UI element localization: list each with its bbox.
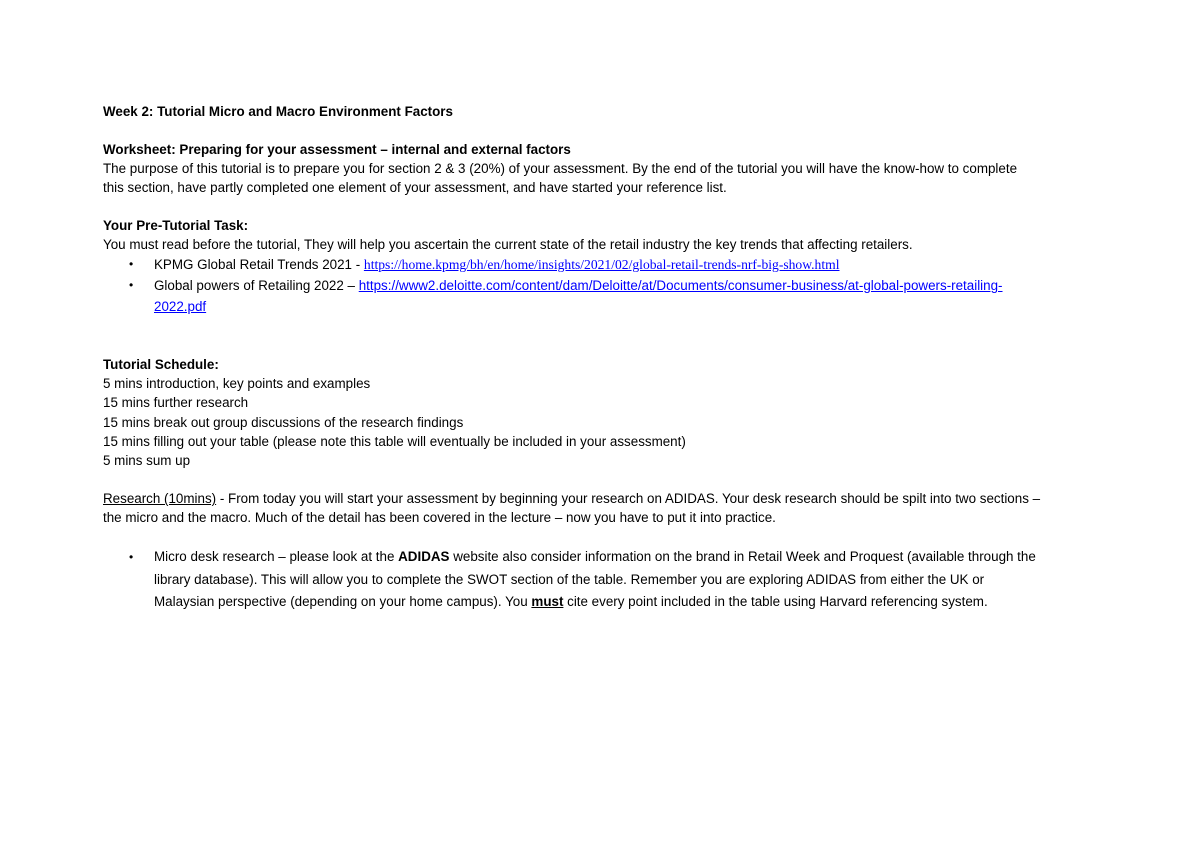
worksheet-heading: Worksheet: Preparing for your assessment – internal and external factors	[103, 142, 571, 157]
purpose-line-1: The purpose of this tutorial is to prepare you for section 2 & 3 (20%) of your assessment. By the end of the tutorial you will have the know-how to complete	[103, 161, 1018, 176]
readings-list	[103, 254, 1103, 317]
micro-text: website also consider information on the brand in Retail Week and Proquest (available through the	[449, 549, 1036, 565]
schedule-item: 15 mins filling out your table (please note this table will eventually be included in your assessment)	[103, 433, 686, 449]
page-title: Week 2: Tutorial Micro and Macro Environment Factors	[103, 104, 453, 119]
tutorial-schedule	[103, 355, 1103, 470]
research-label: Research (10mins)	[103, 491, 217, 507]
deloitte-link[interactable]: https://www2.deloitte.com/content/dam/Deloitte/at/Documents/consumer-business/at-global-powers-retailing-	[358, 278, 1003, 293]
micro-text-line-2: library database). This will allow you to complete the SWOT section of the table. Remember you are exploring ADIDAS from either the UK or	[154, 571, 985, 587]
schedule-item: 15 mins further research	[103, 395, 249, 411]
purpose-line-2: this section, have partly completed one element of your assessment, and have started your reference list.	[103, 180, 727, 195]
bullet-icon: •	[129, 257, 134, 271]
must-emphasis: must	[531, 594, 564, 610]
reading-label: KPMG Global Retail Trends 2021 -	[154, 257, 364, 272]
schedule-item: 15 mins break out group discussions of the research findings	[103, 414, 464, 430]
bullet-icon: •	[129, 278, 134, 292]
document-body	[103, 102, 1103, 614]
bullet-icon: •	[129, 550, 134, 565]
research-text-line-2: the micro and the macro. Much of the detail has been covered in the lecture – now you have to put it into practice.	[103, 510, 776, 526]
list-item	[129, 275, 1103, 317]
deloitte-link-continued[interactable]: 2022.pdf	[154, 299, 207, 314]
kpmg-link[interactable]: https://home.kpmg/bh/en/home/insights/2021/02/global-retail-trends-nrf-big-show.html	[363, 257, 840, 272]
schedule-heading: Tutorial Schedule:	[103, 357, 219, 372]
micro-research-list	[103, 546, 1103, 614]
research-paragraph	[103, 489, 1103, 508]
research-text: - From today you will start your assessment by beginning your research on ADIDAS. Your desk research should be spilt into two sections –	[216, 491, 1041, 507]
reading-label: Global powers of Retailing 2022 –	[154, 278, 359, 293]
pretask-heading: Your Pre-Tutorial Task:	[103, 218, 249, 233]
micro-text-line-3-end: cite every point included in the table using Harvard referencing system.	[563, 594, 988, 610]
schedule-item: 5 mins sum up	[103, 453, 191, 469]
pretask-intro: You must read before the tutorial, They will help you ascertain the current state of the retail industry the key trends that affecting retailers.	[103, 237, 913, 252]
list-item	[129, 254, 1103, 275]
micro-text: Micro desk research – please look at the	[154, 549, 399, 565]
brand-name: ADIDAS	[398, 549, 450, 565]
schedule-item: 5 mins introduction, key points and examples	[103, 376, 371, 392]
micro-text-line-3: Malaysian perspective (depending on your home campus). You	[154, 594, 532, 610]
list-item	[129, 546, 1103, 614]
